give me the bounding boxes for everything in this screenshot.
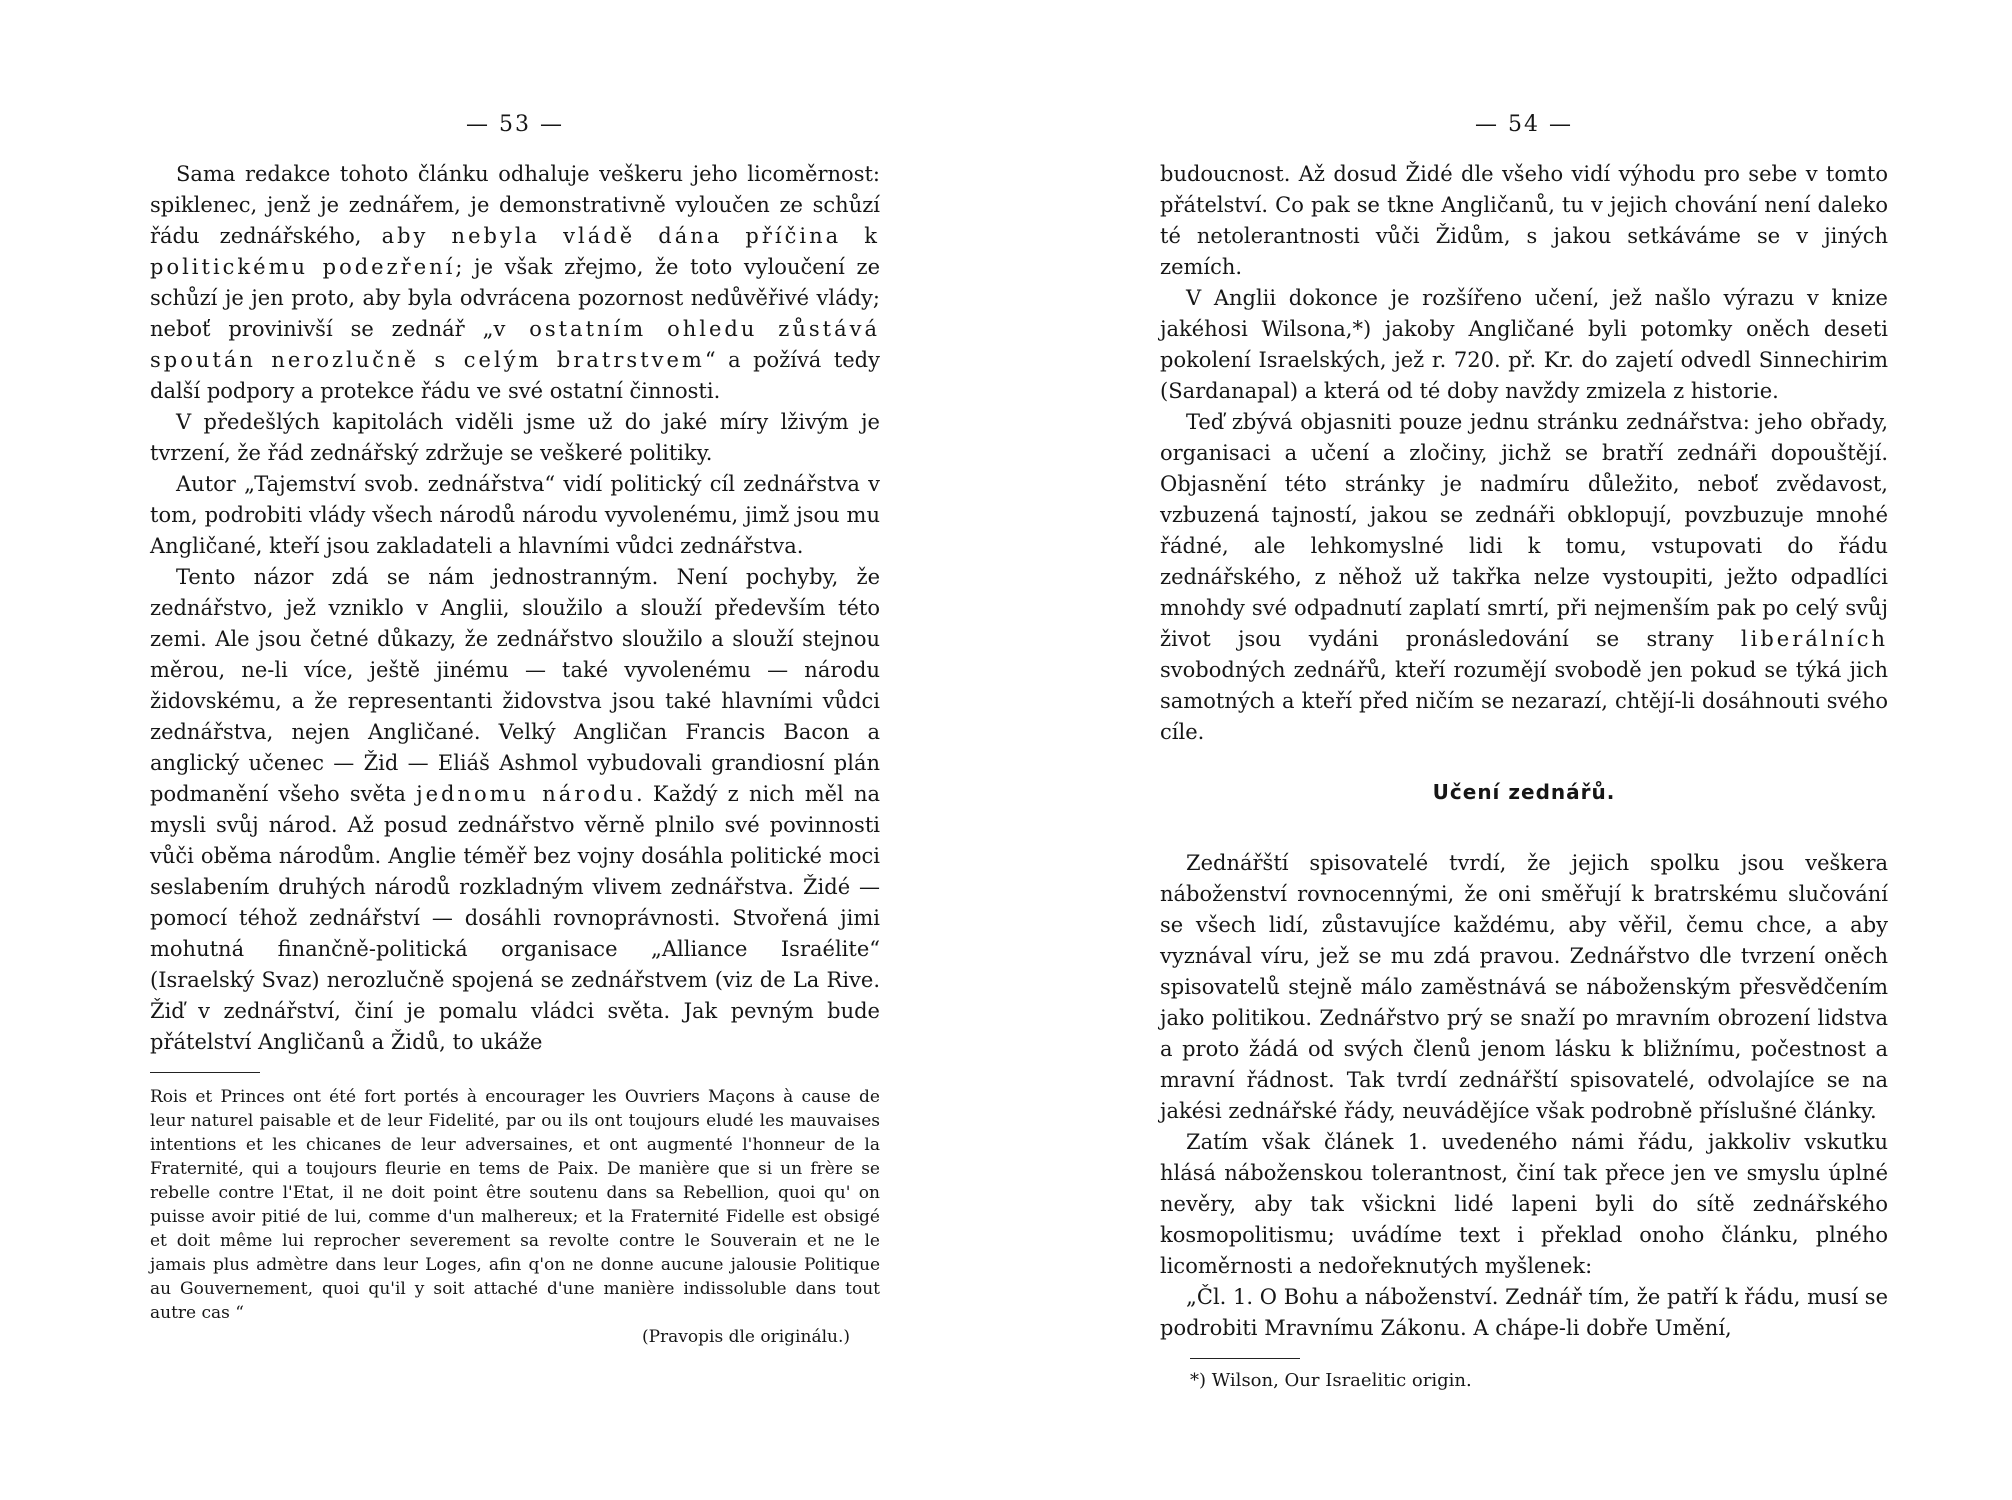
footnote-text: Rois et Princes ont été fort portés à encourager les Ouvriers Maçons à cause de leur naturel paisable et de leur Fidelité, par ou ils ont toujours eludé les mauvaises intentions et les chicanes de leur adversaines, et ont augmenté l'honneur de la Fraternité, qui a toujours fleurie en tems de Paix. De manière que si un frère se rebelle contre l'Etat, il ne doit point être soutenu dans sa Rebellion, quoi qu' on puisse avoir pitié de lui, comme d'un malhereux; et la Fraternité Fidelle est obsigé et doit même lui reprocher severement sa revolte contre le Souverain et ne le jamais plus admètre dans leur Loges, afin q'on ne donne aucune jalousie Politique au Gouvernement, quoi qu'il y soit attaché d'une manière indissoluble dans tout autre cas “ [150,1087,880,1323]
page-number: — 54 — [1475,112,1573,137]
text-run: Teď zbývá objasniti pouze jednu stránku zednářstva: jeho obřady, organisaci a učení a zločiny, jichž se bratří zednáři dopouštějí. Objasnění této stránky je nadmíru důležito, neboť zvědavost, vzbuzená tajností, jakou se zednáři obklopují, povzbuzuje mnohé řádné, ale lehkomyslné lidi k tomu, vstupovati do řádu zednářského, z něhož už takřka nelze vystoupiti, ježto odpadlíci mnohdy své odpadnutí zaplatí smrtí, při nejmenším pak po celý svůj život jsou vydáni pronásledování se strany [1160,410,1888,651]
paragraph: Zatím však článek 1. uvedeného námi řádu, jakkoliv vskutku hlásá náboženskou tolerantnost, činí tak přece jen ve smyslu úplné nevěry, aby tak všickni lidé lapeni byli do sítě zednářského kosmopolitismu; uvádíme text i překlad onoho článku, plného licoměrnosti a nedořeknutých myšlenek: [1160,1130,1888,1278]
left-page-body [150,159,880,1058]
paragraph: V předešlých kapitolách viděli jsme už do jaké míry lživým je tvrzení, že řád zednářský zdržuje se veškeré politiky. [150,410,880,465]
emphasis-spaced: jednomu národu [416,782,636,806]
paragraph: budoucnost. Až dosud Židé dle všeho vidí výhodu pro sebe v tomto přátelství. Co pak se tkne Angličanů, tu v jejich chování není daleko té netolerantnosti vůči Židům, s jakou setkáváme se v jiných zemích. [1160,162,1888,279]
emphasis-spaced: aby nebyla vládě dána příčina k politickému podezření [150,224,881,279]
footnote [150,1085,880,1349]
emphasis-spaced: v ostatním ohledu zůstává spoután nerozlučně s celým bratrstvem [150,317,880,372]
paragraph [150,562,880,1058]
text-run: Sama redakce tohoto článku odhaluje veškeru jeho licoměrnost: spiklenec, jenž je zednářem, je demonstrativně vyloučen ze schůzí řádu zednářského, [150,162,880,248]
right-page-body [1160,159,1888,1344]
footnote: *) Wilson, Our Israelitic origin. [1190,1370,1472,1391]
left-page [150,0,880,1349]
paragraph: Autor „Tajemství svob. zednářstva“ vidí politický cíl zednářstva v tom, podrobiti vlády všech národů národu vyvolenému, jimž jsou mu Angličané, kteří jsou zakladateli a hlavními vůdci zednářstva. [150,472,880,558]
emphasis-spaced: liberálních [1740,627,1888,651]
section-heading: Učení zednářů. [1432,780,1616,804]
paragraph: Zednářští spisovatelé tvrdí, že jejich spolku jsou veškera náboženství rovnocennými, že oni směřují k bratrskému slučování se všech lidí, zůstavujíce každému, aby věřil, čemu chce, a aby vyznával víru, jež se mu zdá pravou. Zednářstvo dle tvrzení oněch spisovatelů stejně málo zaměstnává se náboženským přesvědčením jako politikou. Zednářstvo prý se snaží po mravním obrození lidstva a proto žádá od svých členů jenom lásku k bližnímu, počestnost a mravní řádnost. Tak tvrdí zednářští spisovatelé, odvolajíce se na jakési zednářské řády, neuvádějíce však podrobně příslušné články. [1160,851,1888,1123]
page-number: — 53 — [466,112,564,137]
text-run: ; je však zřejmo, že toto vyloučení ze schůzí je jen proto, aby byla odvrácena pozornost nedůvěřivé vlády; neboť provinivší se zednář „ [150,255,880,341]
text-run: . Každý z nich měl na mysli svůj národ. Až posud zednářstvo věrně plnilo své povinnosti vůči oběma národům. Anglie téměř bez vojny dosáhla politické moci seslabením druhých národů rozkladným vlivem zednářstva. Židé — pomocí téhož zednářství — dosáhli rovnoprávnosti. Stvořená jimi mohutná finančně-politická organisace „Alliance Israélite“ (Israelský Svaz) nerozlučně spojená se zednářstvem (viz de La Rive. Žiď v zednářství, činí je pomalu vládci světa. Jak pevným bude přátelství Angličanů a Židů, to ukáže [150,782,881,1054]
paragraph: „Čl. 1. O Bohu a náboženství. Zednář tím, že patří k řádu, musí se podrobiti Mravnímu Zákonu. A chápe-li dobře Umění, [1160,1285,1888,1340]
paragraph [150,159,880,407]
text-run: svobodných zednářů, kteří rozumějí svobodě jen pokud se týká jich samotných a kteří před ničím se nezarazí, chtějí-li dosáhnouti svého cíle. [1160,658,1888,744]
paragraph: V Anglii dokonce je rozšířeno učení, jež našlo výrazu v knize jakéhosi Wilsona,*) jakoby Angličané byli potomky oněch deseti pokolení Israelských, jež r. 720. př. Kr. do zajetí odvedl Sinnechirim (Sardanapal) a která od té doby navždy zmizela z historie. [1160,286,1888,403]
footnote-note: (Pravopis dle originálu.) [641,1327,850,1347]
text-run: Tento názor zdá se nám jednostranným. Není pochyby, že zednářstvo, jež vzniklo v Anglii, sloužilo a slouží především této zemi. Ale jsou četné důkazy, že zednářstvo sloužilo a slouží stejnou měrou, ne-li více, ještě jinému — také vyvolenému — národu židovskému, a že representanti židovstva jsou také hlavními vůdci zednářstva, nejen Angličané. Velký Angličan Francis Bacon a anglický učenec — Žid — Eliáš Ashmol vybudovali grandiosní plán podmanění všeho světa [150,565,880,806]
footnote-rule [1190,1358,1300,1359]
paragraph [1160,407,1888,748]
right-page [1160,0,1888,1393]
text-run: “ a požívá tedy další podpory a protekce řádu ve své ostatní činnosti. [150,348,880,403]
footnote-rule [150,1072,260,1073]
